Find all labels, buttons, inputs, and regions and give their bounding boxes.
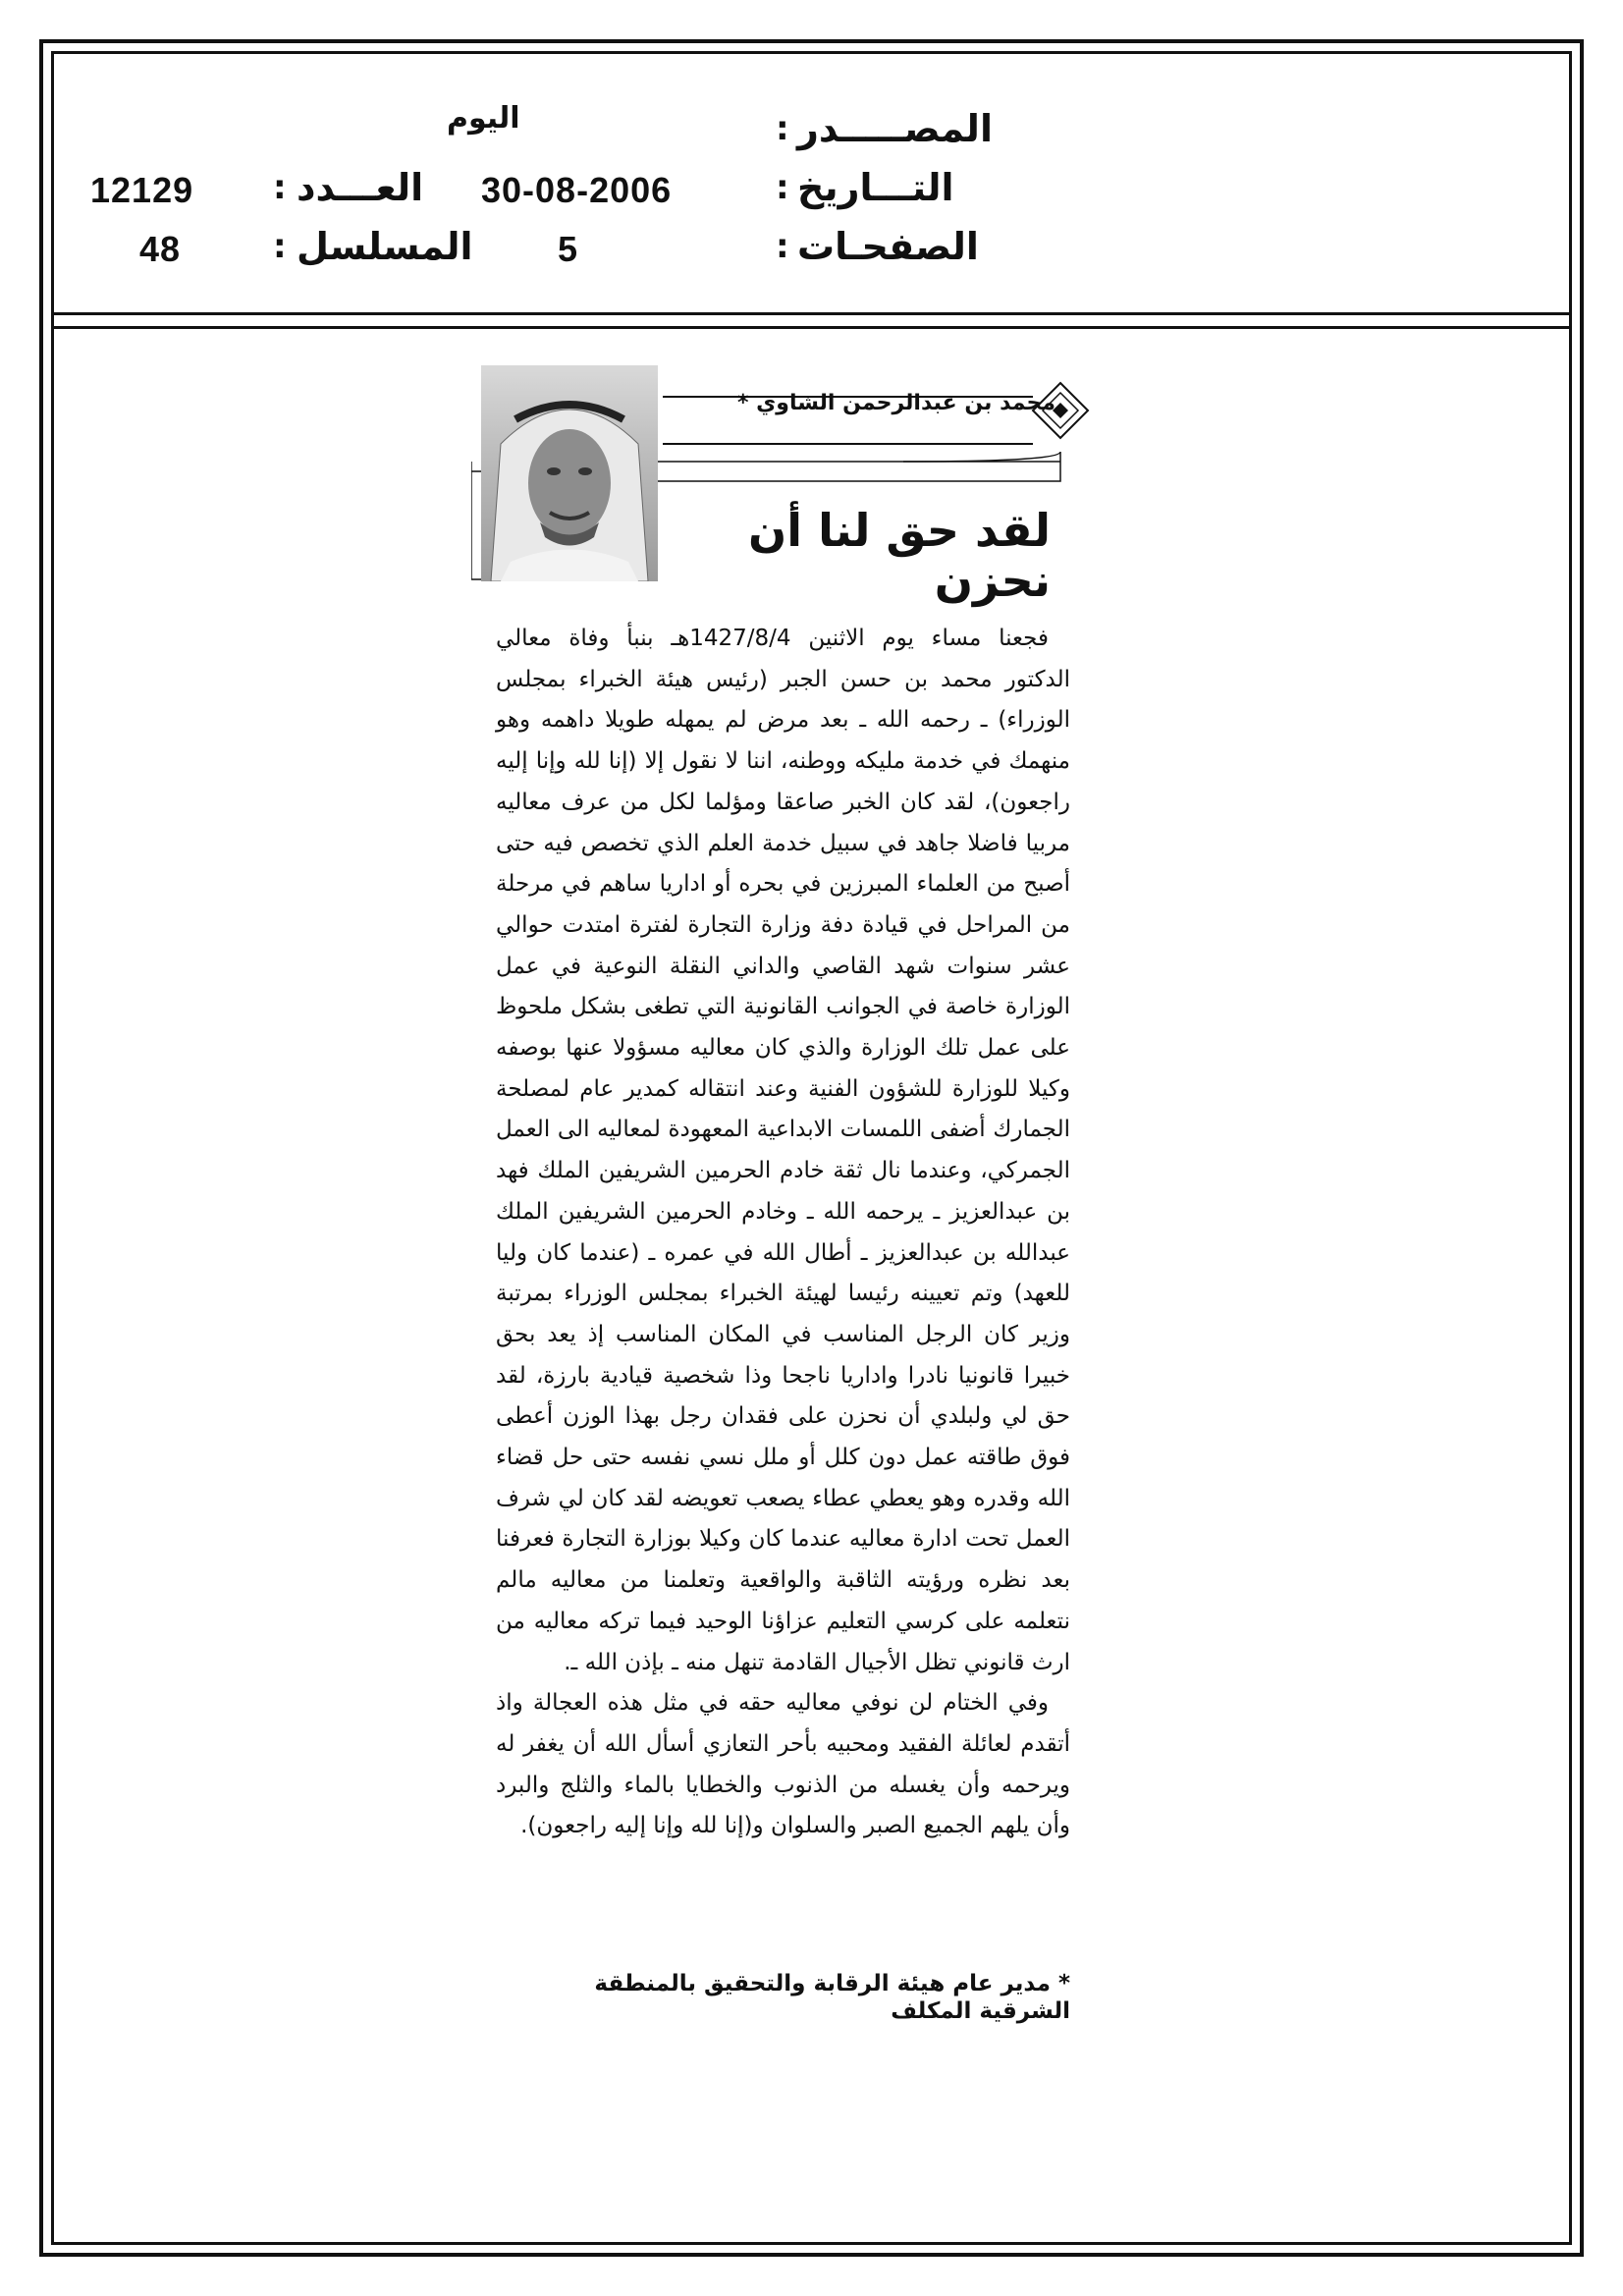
- article-paragraph-1: فجعنا مساء يوم الاثنين 1427/8/4هـ بنبأ وفاة معالي الدكتور محمد بن حسن الجبر (رئيس هيئة الخبراء بمجلس الوزراء) ـ رحمه الله ـ بعد مرض لم يمهله طويلا داهمه وهو منهمك في خدمة مليكه ووطنه، اننا لا نقول إلا (إنا لله وإنا إليه راجعون)، لقد كان الخبر صاعقا ومؤلما لكل من عرف معاليه مربيا فاضلا جاهد في سبيل خدمة العلم الذي تخصص فيه حتى أصبح من العلماء المبرزين في بحره أو اداريا ساهم في مرحلة من المراحل في قيادة دفة وزارة التجارة لفترة امتدت حوالي عشر سنوات شهد القاصي والداني النقلة النوعية في عمل الوزارة خاصة في الجوانب القانونية التي تطغى بشكل ملحوظ على عمل تلك الوزارة والذي كان معاليه مسؤولا عنها بوصفه وكيلا للوزارة للشؤون الفنية وعند انتقاله كمدير عام لمصلحة الجمارك أضفى اللمسات الابداعية المعهودة لمعاليه الى العمل الجمركي، وعندما نال ثقة خادم الحرمين الشريفين الملك فهد بن عبدالعزيز ـ يرحمه الله ـ وخادم الحرمين الشريفين الملك عبدالله بن عبدالعزيز ـ أطال الله في عمره ـ (عندما كان وليا للعهد) وتم تعيينه رئيسا لهيئة الخبراء بمجلس الوزراء بمرتبة وزير كان الرجل المناسب في المكان المناسب إذ يعد بحق خبيرا قانونيا نادرا واداريا ناجحا وذا شخصية قيادية بارزة، لقد حق لي ولبلدي أن نحزن على فقدان رجل بهذا الوزن أعطى فوق طاقته عمل دون كلل أو ملل نسي نفسه حتى حل قضاء الله وقدره وهو يعطي عطاء يصعب تعويضه لقد كان لي شرف العمل تحت ادارة معاليه عندما كان وكيلا بوزارة التجارة فعرفنا بعد نظره ورؤيته الثاقبة والواقعية وتعلمنا من معاليه مالم نتعلمه على كرسي التعليم عزاؤنا الوحيد فيما تركه معاليه من ارث قانوني تظل الأجيال القادمة تنهل منه ـ بإذن الله ـ.: [496, 626, 1070, 1675]
- pages-colon: :: [776, 227, 789, 266]
- pages-value: 5: [558, 229, 579, 269]
- source-label: المصـــــدر: [797, 107, 993, 150]
- header-divider-bottom: [51, 326, 1572, 329]
- serial-value: 48: [139, 229, 182, 269]
- author-photo: [481, 365, 658, 581]
- pages-label: الصفحـات: [797, 225, 979, 268]
- date-colon: :: [776, 168, 789, 207]
- serial-label: المسلسل: [297, 225, 473, 268]
- source-colon: :: [776, 109, 789, 148]
- author-footnote: * مدير عام هيئة الرقابة والتحقيق بالمنطقة الشرقية المكلف: [594, 1971, 1070, 2024]
- author-byline: محمد بن عبدالرحمن الشاوي *: [736, 391, 1055, 415]
- issue-label: العـــدد: [297, 166, 424, 209]
- header-divider-top: [51, 312, 1572, 315]
- source-value: اليوم: [447, 101, 520, 136]
- article-body: [496, 619, 1070, 1847]
- serial-colon: :: [273, 227, 287, 266]
- article-paragraph-2: وفي الختام لن نوفي معاليه حقه في مثل هذه العجالة واذ أتقدم لعائلة الفقيد ومحبيه بأحر التعازي أسأل الله أن يغفر له ويرحمه وأن يغسله من الذنوب والخطايا بالماء والثلج والبرد وأن يلهم الجميع الصبر والسلوان و(إنا لله وإنا إليه راجعون).: [496, 1690, 1070, 1839]
- date-label: التـــاريخ: [797, 166, 954, 209]
- issue-value: 12129: [90, 170, 194, 210]
- article-title: لقد حق لنا أن نحزن: [748, 504, 1051, 607]
- date-value: 30-08-2006: [481, 170, 673, 210]
- issue-colon: :: [273, 168, 287, 207]
